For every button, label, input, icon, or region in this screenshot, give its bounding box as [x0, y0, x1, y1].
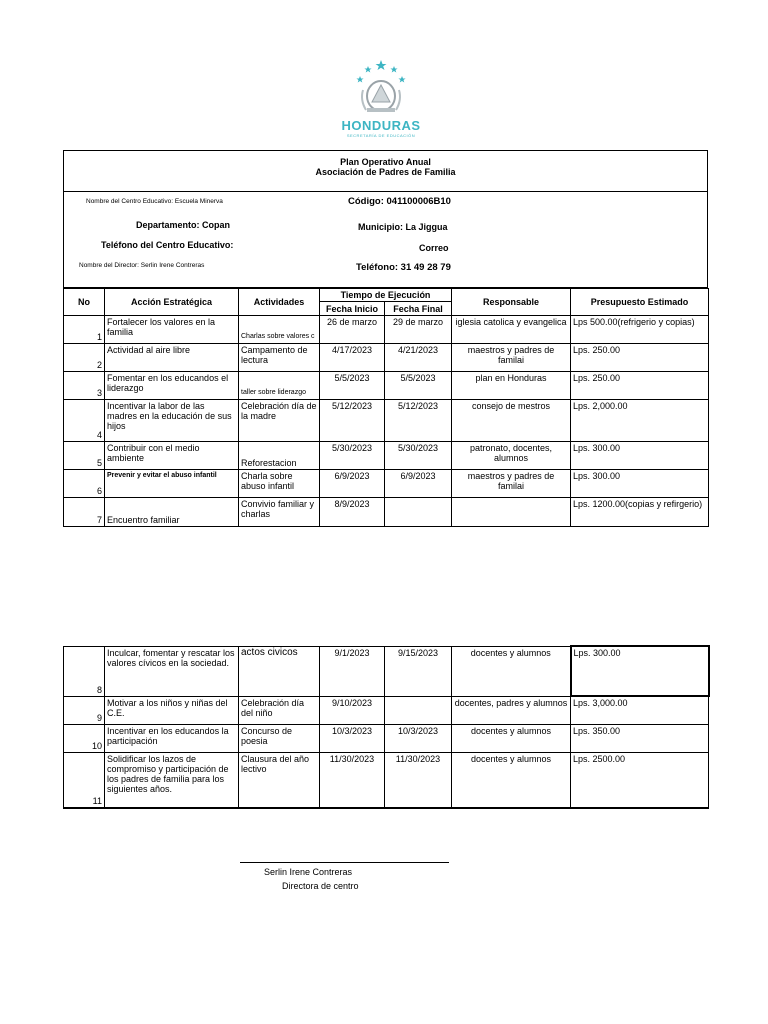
table-cell: Lps 500.00(refrigerio y copias) [571, 316, 709, 344]
table-cell: Lps. 2500.00 [571, 752, 709, 808]
table-cell: Celebración día del niño [239, 696, 320, 724]
school-name: Nombre del Centro Educativo: Escuela Minerva [86, 198, 223, 205]
table-row [64, 752, 709, 808]
table-cell: 5/30/2023 [320, 442, 385, 470]
signature-line [240, 862, 449, 863]
table-cell: 9 [64, 696, 105, 724]
logo-wordmark: HONDURAS [341, 118, 421, 133]
plan-table [63, 288, 709, 527]
table-cell: Incentivar en los educandos la participación [105, 724, 239, 752]
table-row [64, 470, 709, 498]
table-row [64, 442, 709, 470]
table-cell: Lps. 300.00 [571, 646, 709, 696]
table-cell: patronato, docentes, alumnos [452, 442, 571, 470]
table-cell: Lps. 300.00 [571, 442, 709, 470]
table-cell: Lps. 300.00 [571, 470, 709, 498]
table-cell: actos civicos [239, 646, 320, 696]
table-cell: Lps. 250.00 [571, 344, 709, 372]
table-cell: maestros y padres de familai [452, 344, 571, 372]
table-cell: 5/5/2023 [320, 372, 385, 400]
table-cell: Incentivar la labor de las madres en la educación de sus hijos [105, 400, 239, 442]
col-fecha-final: Fecha Final [385, 302, 452, 316]
signature-role: Directora de centro [282, 881, 359, 891]
table-cell: docentes y alumnos [452, 752, 571, 808]
table-cell [385, 498, 452, 527]
table-cell: 8 [64, 646, 105, 696]
col-no: No [64, 289, 105, 316]
table-cell: 4 [64, 400, 105, 442]
code-field: Código: 041100006B10 [348, 196, 451, 207]
col-accion: Acción Estratégica [105, 289, 239, 316]
table-row [64, 372, 709, 400]
plan-table-continued [63, 645, 710, 809]
table-cell: Charla sobre abuso infantil [239, 470, 320, 498]
table-cell: 29 de marzo [385, 316, 452, 344]
table-cell: Fomentar en los educandos el liderazgo [105, 372, 239, 400]
table-row [64, 316, 709, 344]
col-fecha-inicio: Fecha Inicio [320, 302, 385, 316]
table-cell: Fortalecer los valores en la familia [105, 316, 239, 344]
table-cell: Convivio familiar y charlas [239, 498, 320, 527]
col-presupuesto: Presupuesto Estimado [571, 289, 709, 316]
table-cell: 9/10/2023 [320, 696, 385, 724]
table-cell: Inculcar, fomentar y rescatar los valores cívicos en la sociedad. [105, 646, 239, 696]
table-cell: 9/15/2023 [385, 646, 452, 696]
table-cell: docentes, padres y alumnos [452, 696, 571, 724]
table-cell: docentes y alumnos [452, 646, 571, 696]
table-cell [452, 498, 571, 527]
document-subtitle: Asociación de Padres de Familia [315, 167, 456, 177]
table-cell: Concurso de poesia [239, 724, 320, 752]
table-cell: 11 [64, 752, 105, 808]
table-cell: Prevenir y evitar el abuso infantil [105, 470, 239, 498]
email-field: Correo [419, 243, 449, 253]
table-cell: 11/30/2023 [320, 752, 385, 808]
table-cell: 6/9/2023 [320, 470, 385, 498]
table-cell: Lps. 2,000.00 [571, 400, 709, 442]
table-cell: Contribuir con el medio ambiente [105, 442, 239, 470]
table-cell: 5/5/2023 [385, 372, 452, 400]
table-cell: 5/30/2023 [385, 442, 452, 470]
table-cell: Campamento de lectura [239, 344, 320, 372]
table-cell: 26 de marzo [320, 316, 385, 344]
school-phone-field: Teléfono del Centro Educativo: [101, 240, 234, 250]
director-name: Nombre del Director: Serlin Irene Contreras [79, 262, 205, 269]
table-cell: iglesia catolica y evangelica [452, 316, 571, 344]
table-cell: consejo de mestros [452, 400, 571, 442]
table-row [64, 498, 709, 527]
table-cell: Celebración día de la madre [239, 400, 320, 442]
table-row [64, 696, 709, 724]
col-tiempo: Tiempo de Ejecución [320, 289, 452, 302]
table-cell: Lps. 350.00 [571, 724, 709, 752]
logo-subtitle: SECRETARÍA DE EDUCACIÓN [346, 133, 416, 138]
table-cell: Lps. 250.00 [571, 372, 709, 400]
department-field: Departamento: Copan [136, 220, 231, 230]
phone-field: Teléfono: 31 49 28 79 [356, 262, 451, 273]
table-cell: taller sobre liderazgo [239, 372, 320, 400]
table-row [64, 724, 709, 752]
document-title: Plan Operativo Anual [340, 157, 431, 167]
table-cell: 2 [64, 344, 105, 372]
municipality-field: Municipio: La Jiggua [358, 222, 448, 232]
table-cell: 5/12/2023 [385, 400, 452, 442]
table-cell: 9/1/2023 [320, 646, 385, 696]
col-responsable: Responsable [452, 289, 571, 316]
table-cell: Reforestacion [239, 442, 320, 470]
table-cell: 6/9/2023 [385, 470, 452, 498]
table-cell: 3 [64, 372, 105, 400]
table-cell: 6 [64, 470, 105, 498]
table-cell: 11/30/2023 [385, 752, 452, 808]
table-cell: Lps. 1200.00(copias y refirgerio) [571, 498, 709, 527]
table-cell: Actividad al aire libre [105, 344, 239, 372]
table-cell: 10/3/2023 [320, 724, 385, 752]
table-cell: 10/3/2023 [385, 724, 452, 752]
table-cell: Solidificar los lazos de compromiso y participación de los padres de familia para los siguientes años. [105, 752, 239, 808]
table-cell: Encuentro familiar [105, 498, 239, 527]
table-row [64, 400, 709, 442]
col-actividades: Actividades [239, 289, 320, 316]
table-cell: docentes y alumnos [452, 724, 571, 752]
table-cell: Clausura del año lectivo [239, 752, 320, 808]
table-cell: 4/17/2023 [320, 344, 385, 372]
table-cell: Motivar a los niños y niñas del C.E. [105, 696, 239, 724]
table-cell: 1 [64, 316, 105, 344]
table-cell: 4/21/2023 [385, 344, 452, 372]
table-cell: plan en Honduras [452, 372, 571, 400]
table-cell: 5 [64, 442, 105, 470]
table-cell: maestros y padres de familai [452, 470, 571, 498]
table-row [64, 646, 709, 696]
table-cell [385, 696, 452, 724]
table-cell: 10 [64, 724, 105, 752]
signature-name: Serlin Irene Contreras [264, 867, 353, 877]
table-cell: 8/9/2023 [320, 498, 385, 527]
table-cell: 5/12/2023 [320, 400, 385, 442]
table-cell: 7 [64, 498, 105, 527]
table-cell: Charlas sobre valores c [239, 316, 320, 344]
table-row [64, 344, 709, 372]
table-cell: Lps. 3,000.00 [571, 696, 709, 724]
